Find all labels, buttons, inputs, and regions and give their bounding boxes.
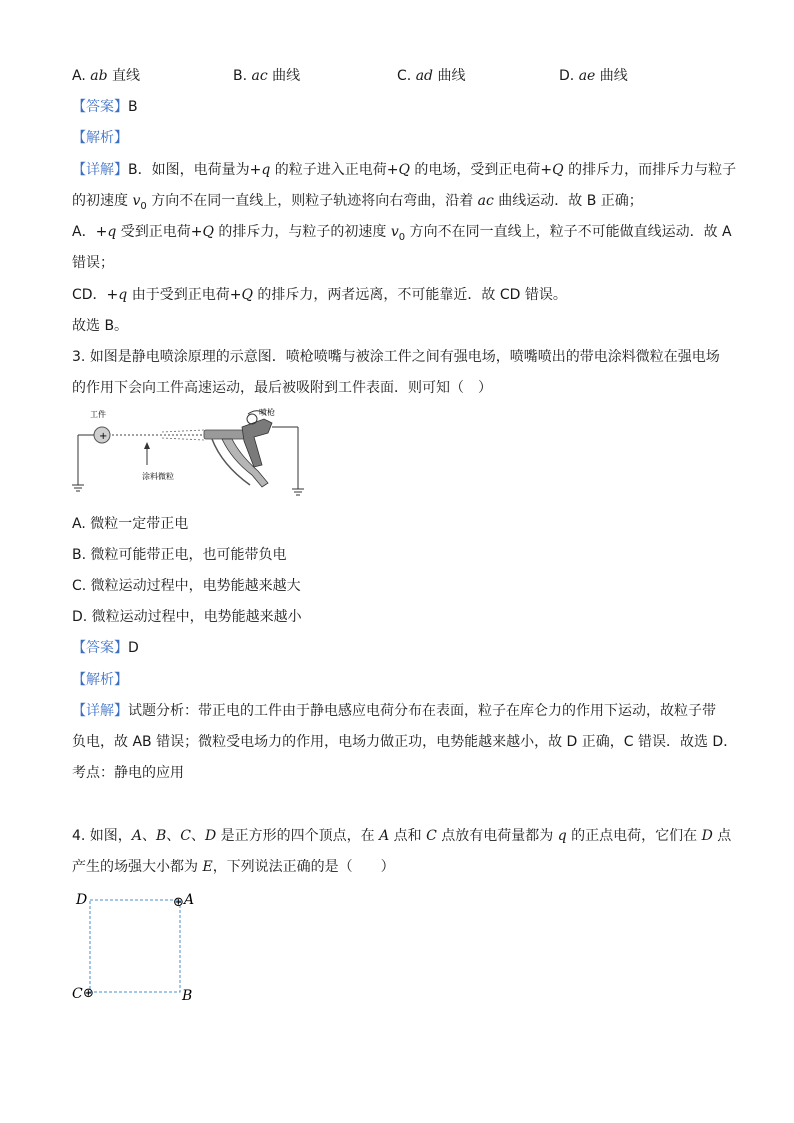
q2-detail-line-5: CD．+q 由于受到正电荷+Q 的排斥力，两者远离，不可能靠近．故 CD 错误。	[72, 287, 567, 303]
positive-charge-a-icon: ⊕	[173, 895, 184, 910]
q3-option-d: D. 微粒运动过程中，电势能越来越小	[72, 609, 302, 625]
electrostatic-spray-figure	[72, 405, 312, 505]
q2-option-b: B. ac 曲线	[233, 68, 301, 84]
vertex-label-d: D	[76, 892, 88, 908]
q3-stem-line-2: 的作用下会向工件高速运动，最后被吸附到工件表面．则可知（ ）	[72, 380, 492, 396]
q3-analysis-heading: 【解析】	[72, 672, 128, 688]
workpiece-plus-sign: +	[99, 431, 108, 442]
vertex-label-b: B	[182, 988, 193, 1004]
q2-detail-line-3: A．+q 受到正电荷+Q 的排斥力，与粒子的初速度 $v_0$ 方向不在同一直线上，粒子不可能做直线运动．故 A	[72, 224, 732, 243]
vertex-label-a: A	[184, 892, 195, 908]
spray-gun-icon	[204, 411, 272, 487]
square-charges-figure	[72, 888, 212, 1008]
vertex-label-c: C	[72, 986, 83, 1002]
q2-option-c: C. ad 曲线	[397, 68, 466, 84]
dashed-square	[90, 900, 180, 992]
q3-answer: 【答案】D	[72, 640, 139, 656]
q2-answer: 【答案】B	[72, 99, 138, 115]
q3-detail-line-3: 考点：静电的应用	[72, 765, 184, 781]
q3-option-b: B. 微粒可能带正电，也可能带负电	[72, 547, 287, 563]
q2-detail-line-2: 的初速度 $v_0$ 方向不在同一直线上，则粒子轨迹将向右弯曲，沿着 ac 曲线运动．故 B 正确；	[72, 193, 643, 212]
paint-particle-label: 涂料微粒	[142, 472, 174, 481]
q2-option-a: A. ab 直线	[72, 68, 140, 84]
spray-gun-label: 喷枪	[259, 408, 275, 417]
workpiece-label: 工件	[90, 410, 106, 419]
q3-stem-line-1: 3. 如图是静电喷涂原理的示意图．喷枪喷嘴与被涂工件之间有强电场，喷嘴喷出的带电涂料微粒在强电场	[72, 349, 720, 365]
q2-conclusion: 故选 B。	[72, 318, 129, 334]
q2-detail-line-1: 【详解】B．如图，电荷量为+q 的粒子进入正电荷+Q 的电场，受到正电荷+Q 的排斥力，而排斥力与粒子	[72, 162, 737, 178]
positive-charge-c-icon: ⊕	[83, 986, 94, 1001]
q4-stem-line-1: 4. 如图，A、B、C、D 是正方形的四个顶点，在 A 点和 C 点放有电荷量都为 q 的正点电荷，它们在 D 点	[72, 828, 732, 844]
q3-option-a: A. 微粒一定带正电	[72, 516, 189, 532]
q4-stem-line-2: 产生的场强大小都为 E，下列说法正确的是（ ）	[72, 859, 395, 875]
q2-detail-line-4: 错误；	[72, 255, 114, 271]
q3-detail-line-1: 【详解】试题分析：带正电的工件由于静电感应电荷分布在表面，粒子在库仑力的作用下运动，故粒子带	[72, 703, 716, 719]
q2-analysis-heading: 【解析】	[72, 130, 128, 146]
q3-option-c: C. 微粒运动过程中，电势能越来越大	[72, 578, 301, 594]
q3-detail-line-2: 负电，故 AB 错误；微粒受电场力的作用，电场力做正功，电势能越来越小，故 D 正确，C 错误．故选 D．	[72, 734, 738, 750]
q2-option-d: D. ae 曲线	[559, 68, 628, 84]
